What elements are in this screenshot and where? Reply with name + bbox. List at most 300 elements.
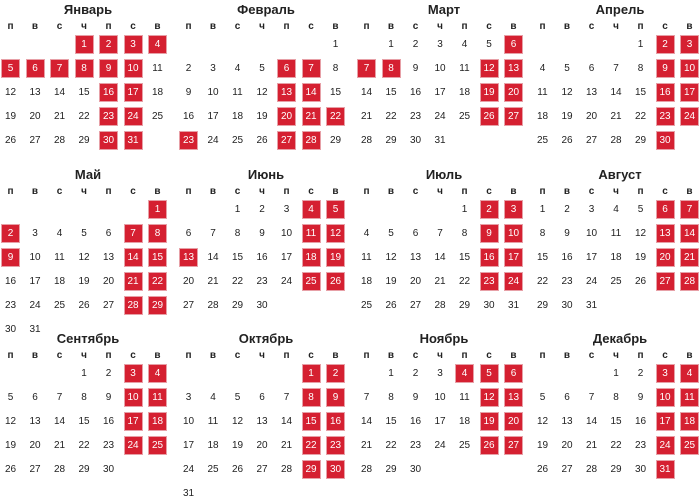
weekday-header: п [453,185,477,199]
day-cell: 16 [2,273,19,290]
weekday-header: с [580,185,604,199]
day-cell: 24 [278,273,295,290]
weekday-header: с [580,20,604,34]
day-cell: 8 [456,225,473,242]
day-cell: 5 [229,389,246,406]
holiday-day-cell: 4 [303,201,320,218]
weekday-header: в [23,20,47,34]
day-cell: 7 [358,389,375,406]
weekday-header: с [299,20,323,34]
holiday-day-cell: 24 [657,437,674,454]
day-cell: 3 [432,36,449,53]
day-cell: 3 [205,60,222,77]
day-cell: 30 [100,461,117,478]
holiday-day-cell: 18 [149,413,166,430]
holiday-day-cell: 6 [505,36,522,53]
day-cell: 10 [432,60,449,77]
day-cell: 20 [100,273,117,290]
weekday-header: п [275,349,299,363]
day-cell: 10 [27,249,44,266]
holiday-day-cell: 13 [505,389,522,406]
day-cell: 28 [278,461,295,478]
holiday-day-cell: 11 [681,389,698,406]
holiday-day-cell: 20 [505,413,522,430]
day-cell: 17 [583,249,600,266]
holiday-day-cell: 12 [481,389,498,406]
holiday-day-cell: 13 [180,249,197,266]
day-cell: 17 [278,249,295,266]
holiday-day-cell: 13 [505,60,522,77]
day-cell: 2 [180,60,197,77]
day-cell: 22 [456,273,473,290]
day-cell: 28 [205,297,222,314]
weekday-header: с [121,185,145,199]
weekday-header: с [653,20,677,34]
day-cell: 1 [456,201,473,218]
day-cell: 21 [51,437,68,454]
holiday-day-cell: 6 [505,365,522,382]
day-cell: 22 [76,437,93,454]
holiday-day-cell: 12 [481,60,498,77]
holiday-day-cell: 22 [149,273,166,290]
holiday-day-cell: 19 [481,84,498,101]
day-cell: 29 [327,132,344,149]
holiday-day-cell: 21 [303,108,320,125]
weekday-header: ч [428,185,452,199]
day-cell: 21 [278,437,295,454]
day-cell: 7 [51,389,68,406]
weekday-header: с [48,185,72,199]
day-cell: 19 [559,108,576,125]
day-cell: 11 [51,249,68,266]
holiday-day-cell: 16 [481,249,498,266]
day-cell: 1 [229,201,246,218]
day-cell: 25 [149,108,166,125]
day-cell: 29 [632,132,649,149]
holiday-day-cell: 17 [505,249,522,266]
day-cell: 29 [383,461,400,478]
day-cell: 22 [229,273,246,290]
weekday-header: п [0,185,23,199]
weekday-header: ч [72,349,96,363]
day-cell: 29 [76,461,93,478]
month-block [178,167,354,327]
day-cell: 19 [632,249,649,266]
day-cell: 6 [559,389,576,406]
weekday-header: с [404,20,428,34]
day-cell: 18 [456,413,473,430]
holiday-day-cell: 17 [657,413,674,430]
day-cell: 17 [180,437,197,454]
day-cell: 22 [383,437,400,454]
holiday-day-cell: 17 [681,84,698,101]
day-cell: 21 [432,273,449,290]
holiday-day-cell: 2 [100,36,117,53]
day-cell: 5 [2,389,19,406]
day-cell: 31 [180,485,197,502]
holiday-day-cell: 27 [505,437,522,454]
holiday-day-cell: 24 [505,273,522,290]
month-block [532,331,700,491]
weekday-header: с [121,20,145,34]
weekday-header: с [477,349,501,363]
day-cell: 13 [407,249,424,266]
day-cell: 13 [254,413,271,430]
day-cell: 3 [432,365,449,382]
day-cell: 7 [205,225,222,242]
holiday-day-cell: 11 [303,225,320,242]
day-cell: 12 [229,413,246,430]
month-block [532,167,700,327]
day-cell: 5 [559,60,576,77]
weekday-header: в [23,185,47,199]
weekday-header: п [177,185,201,199]
day-cell: 25 [205,461,222,478]
weekday-header: в [379,185,403,199]
day-cell: 24 [205,132,222,149]
day-cell: 14 [358,84,375,101]
month-title: Декабрь [532,331,700,347]
day-cell: 25 [456,108,473,125]
day-cell: 11 [358,249,375,266]
day-cell: 18 [534,108,551,125]
day-cell: 28 [583,461,600,478]
day-cell: 8 [632,60,649,77]
holiday-day-cell: 2 [657,36,674,53]
holiday-day-cell: 22 [303,437,320,454]
holiday-day-cell: 3 [681,36,698,53]
day-cell: 1 [632,36,649,53]
day-cell: 21 [358,437,375,454]
holiday-day-cell: 28 [303,132,320,149]
day-cell: 12 [534,413,551,430]
holiday-day-cell: 13 [278,84,295,101]
day-cell: 14 [51,84,68,101]
day-cell: 9 [254,225,271,242]
day-cell: 16 [100,413,117,430]
day-cell: 11 [534,84,551,101]
day-cell: 9 [407,60,424,77]
weekday-header: с [404,349,428,363]
holiday-day-cell: 31 [657,461,674,478]
holiday-day-cell: 4 [681,365,698,382]
day-cell: 4 [358,225,375,242]
holiday-day-cell: 30 [100,132,117,149]
day-cell: 6 [180,225,197,242]
day-cell: 5 [481,36,498,53]
day-cell: 11 [205,413,222,430]
holiday-day-cell: 16 [657,84,674,101]
holiday-day-cell: 17 [125,84,142,101]
day-cell: 10 [583,225,600,242]
weekday-header: п [355,185,379,199]
day-cell: 2 [254,201,271,218]
day-cell: 12 [2,413,19,430]
weekday-header: в [146,20,170,34]
weekday-header: ч [72,185,96,199]
day-cell: 19 [383,273,400,290]
holiday-day-cell: 3 [125,36,142,53]
day-cell: 29 [76,132,93,149]
day-cell: 13 [100,249,117,266]
weekday-header: ч [428,20,452,34]
weekday-header: с [653,185,677,199]
day-cell: 7 [432,225,449,242]
day-cell: 19 [76,273,93,290]
month-title: Январь [0,2,176,18]
weekday-header: ч [428,349,452,363]
day-cell: 12 [632,225,649,242]
day-cell: 10 [278,225,295,242]
weekday-header: в [324,20,348,34]
day-cell: 17 [432,84,449,101]
day-cell: 27 [100,297,117,314]
day-cell: 6 [583,60,600,77]
day-cell: 7 [278,389,295,406]
holiday-day-cell: 20 [278,108,295,125]
day-cell: 6 [27,389,44,406]
day-cell: 23 [559,273,576,290]
holiday-day-cell: 16 [100,84,117,101]
month-title: Июнь [178,167,354,183]
day-cell: 20 [583,108,600,125]
month-block [178,2,354,162]
month-title: Февраль [178,2,354,18]
weekday-header: в [379,20,403,34]
day-cell: 3 [27,225,44,242]
weekday-header: п [453,349,477,363]
holiday-day-cell: 14 [125,249,142,266]
day-cell: 18 [608,249,625,266]
day-cell: 14 [51,413,68,430]
day-cell: 4 [608,201,625,218]
day-cell: 15 [608,413,625,430]
weekday-header: с [226,349,250,363]
holiday-day-cell: 5 [2,60,19,77]
holiday-day-cell: 15 [303,413,320,430]
weekday-header: ч [250,20,274,34]
month-title: Май [0,167,176,183]
day-cell: 30 [407,461,424,478]
day-cell: 5 [254,60,271,77]
holiday-day-cell: 28 [681,273,698,290]
weekday-header: в [146,349,170,363]
holiday-day-cell: 17 [125,413,142,430]
holiday-day-cell: 13 [657,225,674,242]
day-cell: 31 [27,321,44,338]
holiday-day-cell: 9 [2,249,19,266]
day-cell: 21 [358,108,375,125]
day-cell: 18 [456,84,473,101]
day-cell: 10 [180,413,197,430]
day-cell: 20 [407,273,424,290]
day-cell: 21 [205,273,222,290]
day-cell: 9 [100,389,117,406]
day-cell: 25 [534,132,551,149]
day-cell: 18 [229,108,246,125]
holiday-day-cell: 9 [100,60,117,77]
weekday-header: п [97,185,121,199]
day-cell: 16 [407,413,424,430]
month-block [0,331,176,491]
day-cell: 21 [608,108,625,125]
day-cell: 28 [358,461,375,478]
holiday-day-cell: 7 [125,225,142,242]
day-cell: 24 [583,273,600,290]
holiday-day-cell: 3 [505,201,522,218]
day-cell: 20 [27,437,44,454]
holiday-day-cell: 30 [657,132,674,149]
month-block [0,2,176,162]
weekday-header: с [299,185,323,199]
day-cell: 13 [559,413,576,430]
day-cell: 5 [534,389,551,406]
holiday-day-cell: 14 [681,225,698,242]
day-cell: 31 [505,297,522,314]
holiday-day-cell: 21 [681,249,698,266]
holiday-day-cell: 27 [505,108,522,125]
day-cell: 20 [27,108,44,125]
weekday-header: в [502,20,526,34]
holiday-day-cell: 20 [505,84,522,101]
day-cell: 8 [327,60,344,77]
day-cell: 29 [229,297,246,314]
day-cell: 20 [254,437,271,454]
weekday-header: с [404,185,428,199]
holiday-day-cell: 10 [657,389,674,406]
month-title: Апрель [532,2,700,18]
day-cell: 26 [383,297,400,314]
holiday-day-cell: 8 [303,389,320,406]
holiday-day-cell: 21 [125,273,142,290]
day-cell: 30 [559,297,576,314]
month-block [356,167,532,327]
holiday-day-cell: 26 [327,273,344,290]
holiday-day-cell: 23 [481,273,498,290]
day-cell: 1 [383,36,400,53]
day-cell: 26 [632,273,649,290]
weekday-header: п [453,20,477,34]
day-cell: 28 [432,297,449,314]
weekday-header: п [629,20,653,34]
weekday-header: в [678,20,700,34]
day-cell: 29 [534,297,551,314]
weekday-header: в [324,185,348,199]
day-cell: 1 [383,365,400,382]
day-cell: 23 [407,437,424,454]
month-block [532,2,700,162]
holiday-day-cell: 6 [278,60,295,77]
day-cell: 4 [229,60,246,77]
month-block [356,2,532,162]
day-cell: 17 [27,273,44,290]
day-cell: 3 [583,201,600,218]
day-cell: 16 [559,249,576,266]
holiday-day-cell: 24 [125,108,142,125]
weekday-header: ч [604,185,628,199]
day-cell: 19 [254,108,271,125]
day-cell: 12 [559,84,576,101]
day-cell: 25 [608,273,625,290]
month-title: Октябрь [178,331,354,347]
day-cell: 19 [2,108,19,125]
holiday-day-cell: 7 [358,60,375,77]
day-cell: 26 [254,132,271,149]
day-cell: 6 [100,225,117,242]
day-cell: 4 [51,225,68,242]
day-cell: 12 [254,84,271,101]
day-cell: 16 [180,108,197,125]
holiday-day-cell: 22 [327,108,344,125]
day-cell: 2 [559,201,576,218]
day-cell: 23 [407,108,424,125]
day-cell: 26 [2,461,19,478]
day-cell: 26 [2,132,19,149]
day-cell: 15 [229,249,246,266]
holiday-day-cell: 15 [149,249,166,266]
weekday-header: п [0,20,23,34]
weekday-header: с [48,20,72,34]
day-cell: 10 [205,84,222,101]
day-cell: 29 [383,132,400,149]
day-cell: 6 [407,225,424,242]
day-cell: 9 [407,389,424,406]
day-cell: 3 [278,201,295,218]
weekday-header: п [531,20,555,34]
day-cell: 27 [559,461,576,478]
day-cell: 11 [608,225,625,242]
day-cell: 28 [608,132,625,149]
day-cell: 15 [383,413,400,430]
day-cell: 5 [632,201,649,218]
day-cell: 12 [383,249,400,266]
holiday-day-cell: 7 [681,201,698,218]
weekday-header: в [324,349,348,363]
weekday-header: в [379,349,403,363]
day-cell: 14 [608,84,625,101]
day-cell: 24 [27,297,44,314]
day-cell: 24 [180,461,197,478]
month-title: Ноябрь [356,331,532,347]
day-cell: 15 [76,84,93,101]
holiday-day-cell: 16 [327,413,344,430]
day-cell: 19 [2,437,19,454]
holiday-day-cell: 1 [149,201,166,218]
day-cell: 28 [51,132,68,149]
day-cell: 4 [205,389,222,406]
day-cell: 28 [358,132,375,149]
holiday-day-cell: 29 [149,297,166,314]
day-cell: 16 [632,413,649,430]
day-cell: 27 [27,461,44,478]
weekday-header: в [201,185,225,199]
day-cell: 2 [407,36,424,53]
month-block [0,167,176,327]
weekday-header: ч [250,349,274,363]
day-cell: 14 [205,249,222,266]
holiday-day-cell: 12 [327,225,344,242]
holiday-day-cell: 31 [125,132,142,149]
day-cell: 2 [632,365,649,382]
weekday-header: с [477,185,501,199]
month-title: Март [356,2,532,18]
day-cell: 5 [383,225,400,242]
day-cell: 8 [76,389,93,406]
weekday-header: п [629,185,653,199]
day-cell: 26 [76,297,93,314]
weekday-header: в [678,185,700,199]
day-cell: 31 [583,297,600,314]
